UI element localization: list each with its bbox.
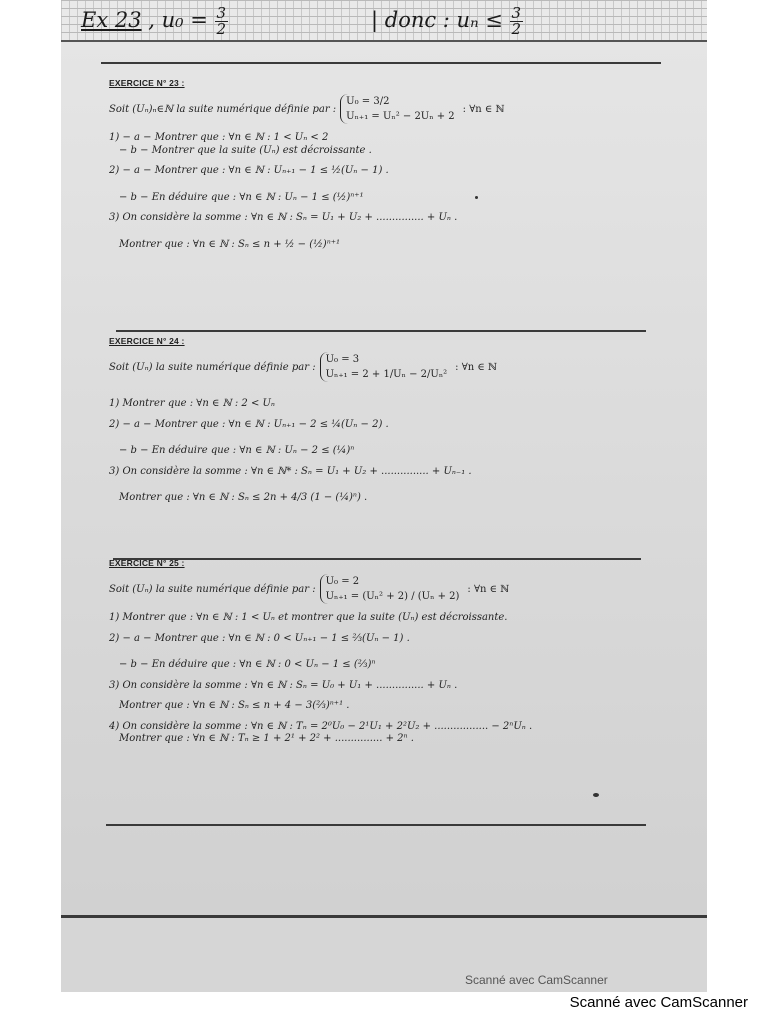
question-2b: − b − En déduire que : ∀n ∈ ℕ : Uₙ − 1 ≤ (½)ⁿ⁺¹: [119, 191, 364, 203]
question-2a: 2) − a − Montrer que : ∀n ∈ ℕ : Uₙ₊₁ − 1 ≤ ½(Uₙ − 1) .: [109, 165, 389, 176]
definition-quantifier: : ∀n ∈ ℕ: [462, 103, 505, 115]
definition-case: Uₙ₊₁ = Uₙ² − 2Uₙ + 2: [346, 111, 455, 122]
question-1b: − b − Montrer que la suite (Uₙ) est décroissante .: [119, 144, 372, 156]
handwritten-exercise-note: [81, 6, 228, 37]
fraction-numerator: 3: [216, 4, 227, 22]
definition-case: U₀ = 3: [325, 354, 360, 365]
definition-case: U₀ = 2: [325, 576, 360, 587]
exercise-25: [109, 558, 649, 746]
definition-case: Uₙ₊₁ = (Uₙ² + 2) / (Uₙ + 2): [325, 591, 460, 602]
handwritten-conclusion-fraction: [510, 6, 524, 37]
exercise-24: [109, 336, 649, 505]
scan-speck: [475, 196, 478, 199]
question-2a: 2) − a − Montrer que : ∀n ∈ ℕ : Uₙ₊₁ − 2 ≤ ¼(Uₙ − 2) .: [109, 418, 389, 430]
fraction-numerator: 3: [511, 4, 522, 22]
question-3-show: Montrer que : ∀n ∈ ℕ : Sₙ ≤ n + ½ − (½)ⁿ⁺¹: [119, 238, 341, 250]
fraction-denominator: 2: [511, 20, 522, 38]
sequence-definition: [109, 352, 649, 382]
question-2b: − b − En déduire que : ∀n ∈ ℕ : Uₙ − 2 ≤ (¼)ⁿ: [119, 445, 355, 456]
question-2b: − b − En déduire que : ∀n ∈ ℕ : 0 < Uₙ − 1 ≤ (⅔)ⁿ: [119, 659, 376, 670]
definition-cases: [340, 94, 455, 124]
definition-quantifier: : ∀n ∈ ℕ: [455, 361, 498, 373]
definition-quantifier: : ∀n ∈ ℕ: [467, 583, 510, 595]
question-3: 3) On considère la somme : ∀n ∈ ℕ : Sₙ = U₀ + U₁ + ............... + Uₙ .: [109, 679, 458, 691]
exercise-title: EXERCICE N° 23 :: [109, 78, 185, 88]
exercise-23: [109, 78, 649, 251]
exercise-title: EXERCICE N° 24 :: [109, 336, 185, 346]
question-1a: 1) − a − Montrer que : ∀n ∈ ℕ : 1 < Uₙ < 2: [109, 132, 329, 143]
question-4: 4) On considère la somme : ∀n ∈ ℕ : Tₙ = 2⁰U₀ − 2¹U₁ + 2²U₂ + ................. − 2ⁿUₙ .: [109, 720, 533, 732]
exercise-title: EXERCICE N° 25 :: [109, 558, 185, 568]
question-1: 1) Montrer que : ∀n ∈ ℕ : 2 < Uₙ: [109, 398, 275, 409]
question-3-show: Montrer que : ∀n ∈ ℕ : Sₙ ≤ 2n + 4/3 (1 − (¼)ⁿ) .: [119, 492, 368, 503]
fraction-denominator: 2: [216, 20, 227, 38]
definition-cases: [320, 574, 460, 604]
definition-lead: Soit (Uₙ)ₙ∈ℕ la suite numérique définie par :: [109, 103, 337, 115]
exercise-divider: [116, 330, 646, 332]
question-4-show: Montrer que : ∀n ∈ ℕ : Tₙ ≥ 1 + 2¹ + 2² + ............... + 2ⁿ .: [119, 733, 414, 744]
scan-speck: [593, 793, 599, 797]
handwritten-conclusion-prefix: | donc : uₙ ≤: [371, 8, 503, 32]
camscanner-footer: Scanné avec CamScanner: [569, 994, 748, 1011]
handwritten-conclusion: [371, 6, 523, 37]
definition-cases: [320, 352, 448, 382]
handwritten-u0-fraction: [215, 6, 229, 37]
scanned-page: [61, 0, 707, 992]
definition-lead: Soit (Uₙ) la suite numérique définie par :: [109, 583, 316, 595]
definition-case: Uₙ₊₁ = 2 + 1/Uₙ − 2/Uₙ²: [325, 369, 448, 380]
definition-case: U₀ = 3/2: [346, 96, 390, 107]
question-1: 1) Montrer que : ∀n ∈ ℕ : 1 < Uₙ et montrer que la suite (Uₙ) est décroissante.: [109, 612, 508, 623]
handwritten-header: [61, 0, 707, 42]
page-bottom-strip: [61, 915, 707, 992]
handwritten-exercise-label: Ex 23: [81, 8, 142, 32]
top-divider: [101, 62, 661, 64]
camscanner-watermark: Scanné avec CamScanner: [465, 973, 608, 987]
bottom-divider: [106, 824, 646, 826]
question-2a: 2) − a − Montrer que : ∀n ∈ ℕ : 0 < Uₙ₊₁ − 1 ≤ ⅔(Uₙ − 1) .: [109, 632, 410, 644]
sequence-definition: [109, 94, 649, 124]
definition-lead: Soit (Uₙ) la suite numérique définie par :: [109, 361, 316, 373]
question-3: 3) On considère la somme : ∀n ∈ ℕ : Sₙ = U₁ + U₂ + ............... + Uₙ .: [109, 212, 458, 223]
handwritten-u0-prefix: , u₀ =: [148, 8, 208, 32]
sequence-definition: [109, 574, 649, 604]
question-3-show: Montrer que : ∀n ∈ ℕ : Sₙ ≤ n + 4 − 3(⅔)ⁿ⁺¹ .: [119, 700, 350, 711]
question-3: 3) On considère la somme : ∀n ∈ ℕ* : Sₙ = U₁ + U₂ + ............... + Uₙ₋₁ .: [109, 465, 472, 477]
